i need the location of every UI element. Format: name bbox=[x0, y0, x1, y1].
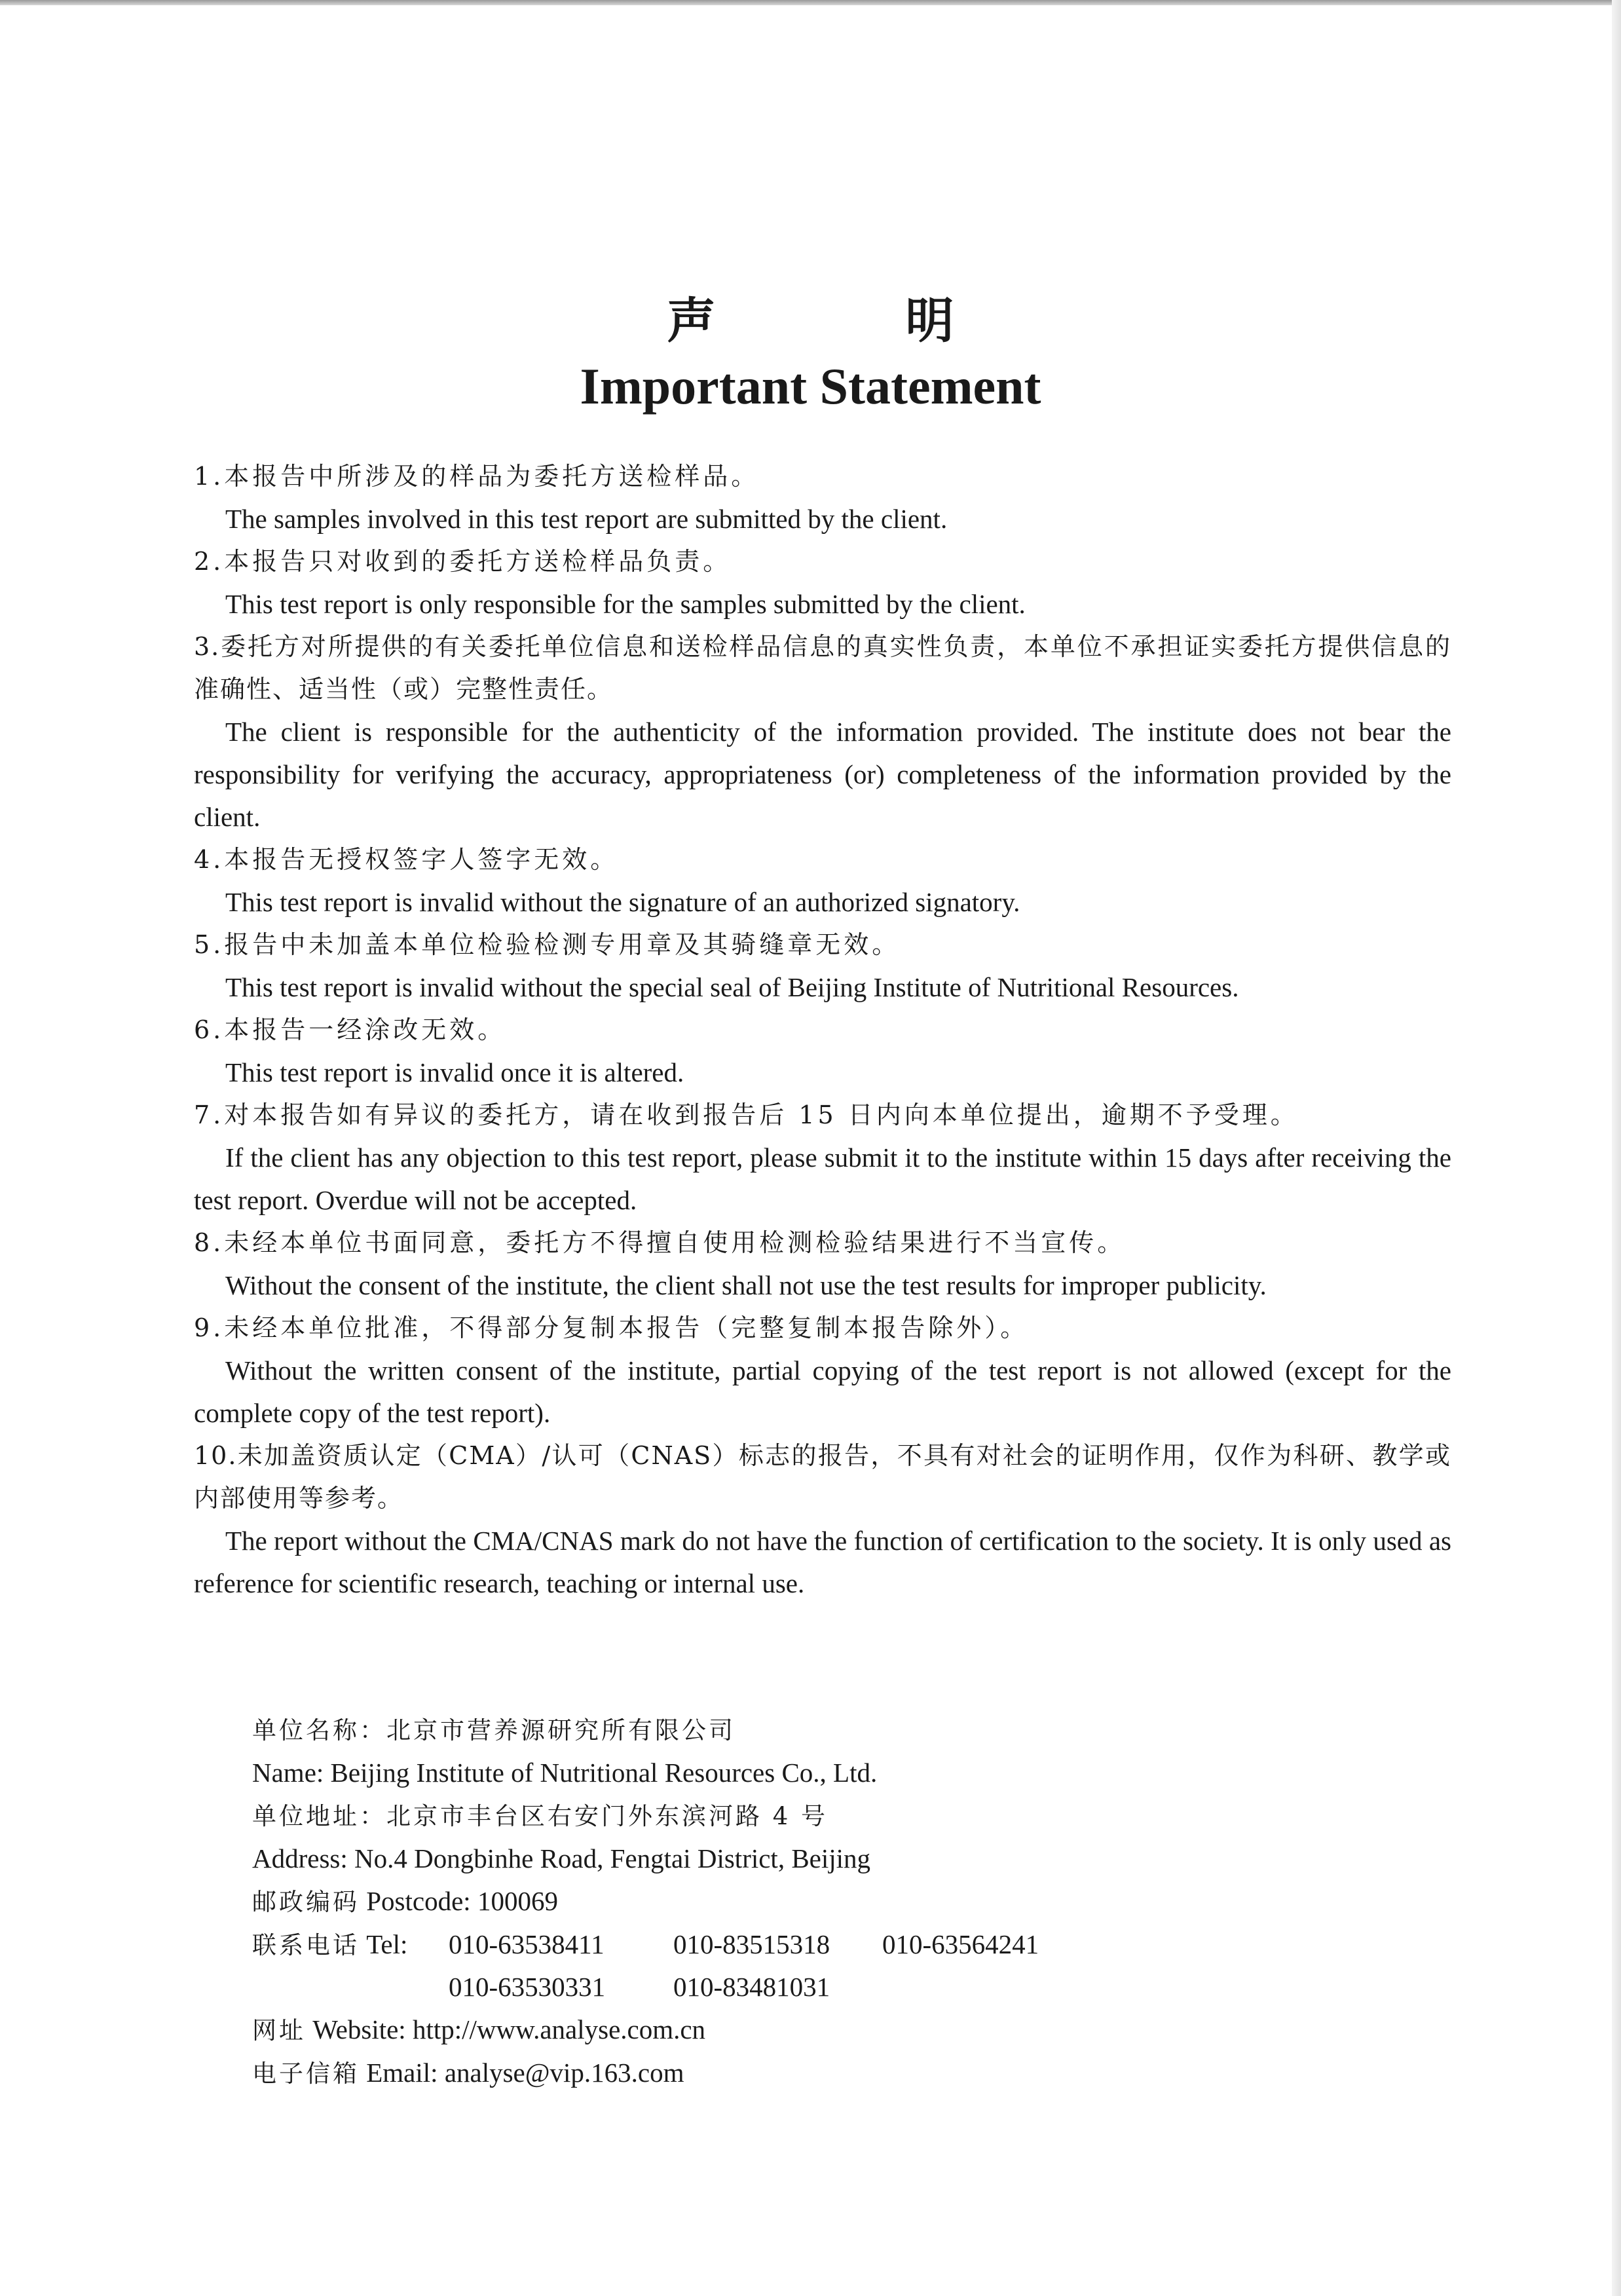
statement-4-cn: 4.本报告无授权签字人签字无效。 bbox=[194, 845, 619, 874]
tel-labels bbox=[252, 1923, 407, 1967]
address-cn-label: 单位地址： bbox=[252, 1802, 386, 1830]
email-cn-label: 电子信箱 bbox=[252, 2060, 360, 2088]
email-label: Email: bbox=[366, 2058, 438, 2088]
statement-2-cn: 2.本报告只对收到的委托方送检样品负责。 bbox=[194, 547, 732, 576]
website-label: Website: bbox=[312, 2014, 406, 2044]
statement-7-cn: 7.对本报告如有异议的委托方，请在收到报告后 15 日内向本单位提出，逾期不予受理。 bbox=[194, 1101, 1299, 1129]
tel-label: Tel: bbox=[366, 1929, 408, 1959]
company-name-en: Name: Beijing Institute of Nutritional Resources Co., Ltd. bbox=[252, 1758, 878, 1788]
phone-number: 010-83481031 bbox=[673, 1972, 830, 2002]
statement-5-cn: 5.报告中未加盖本单位检验检测专用章及其骑缝章无效。 bbox=[194, 930, 901, 959]
website-line bbox=[252, 2008, 1300, 2052]
statement-4-en: This test report is invalid without the signature of an authorized signatory. bbox=[225, 887, 1020, 917]
statement-5-en: This test report is invalid without the special seal of Beijing Institute of Nutritional Resources. bbox=[225, 972, 1239, 1002]
website-cn-label: 网址 bbox=[252, 2016, 306, 2044]
tel-cn-label: 联系电话 bbox=[252, 1931, 360, 1959]
statement-1-en: The samples involved in this test report are submitted by the client. bbox=[225, 504, 948, 534]
title-chinese: 声明 bbox=[667, 293, 1144, 349]
website-link[interactable]: http://www.analyse.com.cn bbox=[412, 2014, 706, 2044]
postcode-label: Postcode: bbox=[366, 1886, 471, 1916]
statement-8-en: Without the consent of the institute, the client shall not use the test results for improper publicity. bbox=[225, 1270, 1267, 1300]
statement-10-cn: 10.未加盖资质认定（CMA）/认可（CNAS）标志的报告，不具有对社会的证明作用，仅作为科研、教学或内部使用等参考。 bbox=[194, 1441, 1451, 1513]
phone-number: 010-83515318 bbox=[673, 1929, 830, 1959]
company-name-cn-label: 单位名称： bbox=[252, 1716, 386, 1744]
contact-block bbox=[252, 1708, 1300, 2095]
postcode-cn-label: 邮政编码 bbox=[252, 1888, 360, 1916]
statement-8-cn: 8.未经本单位书面同意，委托方不得擅自使用检测检验结果进行不当宣传。 bbox=[194, 1228, 1126, 1257]
statement-10-en: The report without the CMA/CNAS mark do not have the function of certification to the society. It is only used as reference for scientific research, teaching or internal use. bbox=[194, 1526, 1451, 1598]
company-name-cn: 北京市营养源研究所有限公司 bbox=[386, 1716, 736, 1744]
statement-1-cn: 1.本报告中所涉及的样品为委托方送检样品。 bbox=[194, 462, 760, 491]
address-en: Address: No.4 Dongbinhe Road, Fengtai District, Beijing bbox=[252, 1843, 871, 1873]
email-line bbox=[252, 2052, 1300, 2095]
tel-row-1 bbox=[252, 1923, 1300, 1966]
statement-9-en: Without the written consent of the institute, partial copying of the test report is not allowed (except for the complete copy of the test report). bbox=[194, 1355, 1451, 1428]
address-cn-line bbox=[252, 1794, 1300, 1837]
title-english: Important Statement bbox=[580, 358, 1041, 415]
address-cn: 北京市丰台区右安门外东滨河路 4 号 bbox=[386, 1802, 829, 1830]
statement-3-cn: 3.委托方对所提供的有关委托单位信息和送检样品信息的真实性负责，本单位不承担证实委托方提供信息的准确性、适当性（或）完整性责任。 bbox=[194, 632, 1451, 704]
postcode-line bbox=[252, 1880, 1300, 1923]
statement-6-en: This test report is invalid once it is altered. bbox=[225, 1057, 684, 1087]
company-name-cn-line bbox=[252, 1708, 1300, 1752]
statement-7-en: If the client has any objection to this test report, please submit it to the institute within 15 days after receiving the test report. Overdue will not be accepted. bbox=[194, 1142, 1451, 1215]
phone-number: 010-63564241 bbox=[882, 1929, 1039, 1959]
statement-2-en: This test report is only responsible for the samples submitted by the client. bbox=[225, 589, 1026, 619]
statement-6-cn: 6.本报告一经涂改无效。 bbox=[194, 1015, 506, 1044]
statement-9-cn: 9.未经本单位批准，不得部分复制本报告（完整复制本报告除外）。 bbox=[194, 1313, 1029, 1342]
tel-row-2 bbox=[252, 1966, 1300, 2008]
statement-list bbox=[194, 455, 1451, 1605]
phone-number: 010-63538411 bbox=[449, 1929, 605, 1959]
email-link[interactable]: analyse@vip.163.com bbox=[444, 2058, 684, 2088]
statement-3-en: The client is responsible for the authenticity of the information provided. The institute does not bear the responsibility for verifying the accuracy, appropriateness (or) completeness of the information provided by the client. bbox=[194, 717, 1451, 832]
postcode-value: 100069 bbox=[477, 1886, 558, 1916]
phone-number: 010-63530331 bbox=[449, 1972, 606, 2002]
